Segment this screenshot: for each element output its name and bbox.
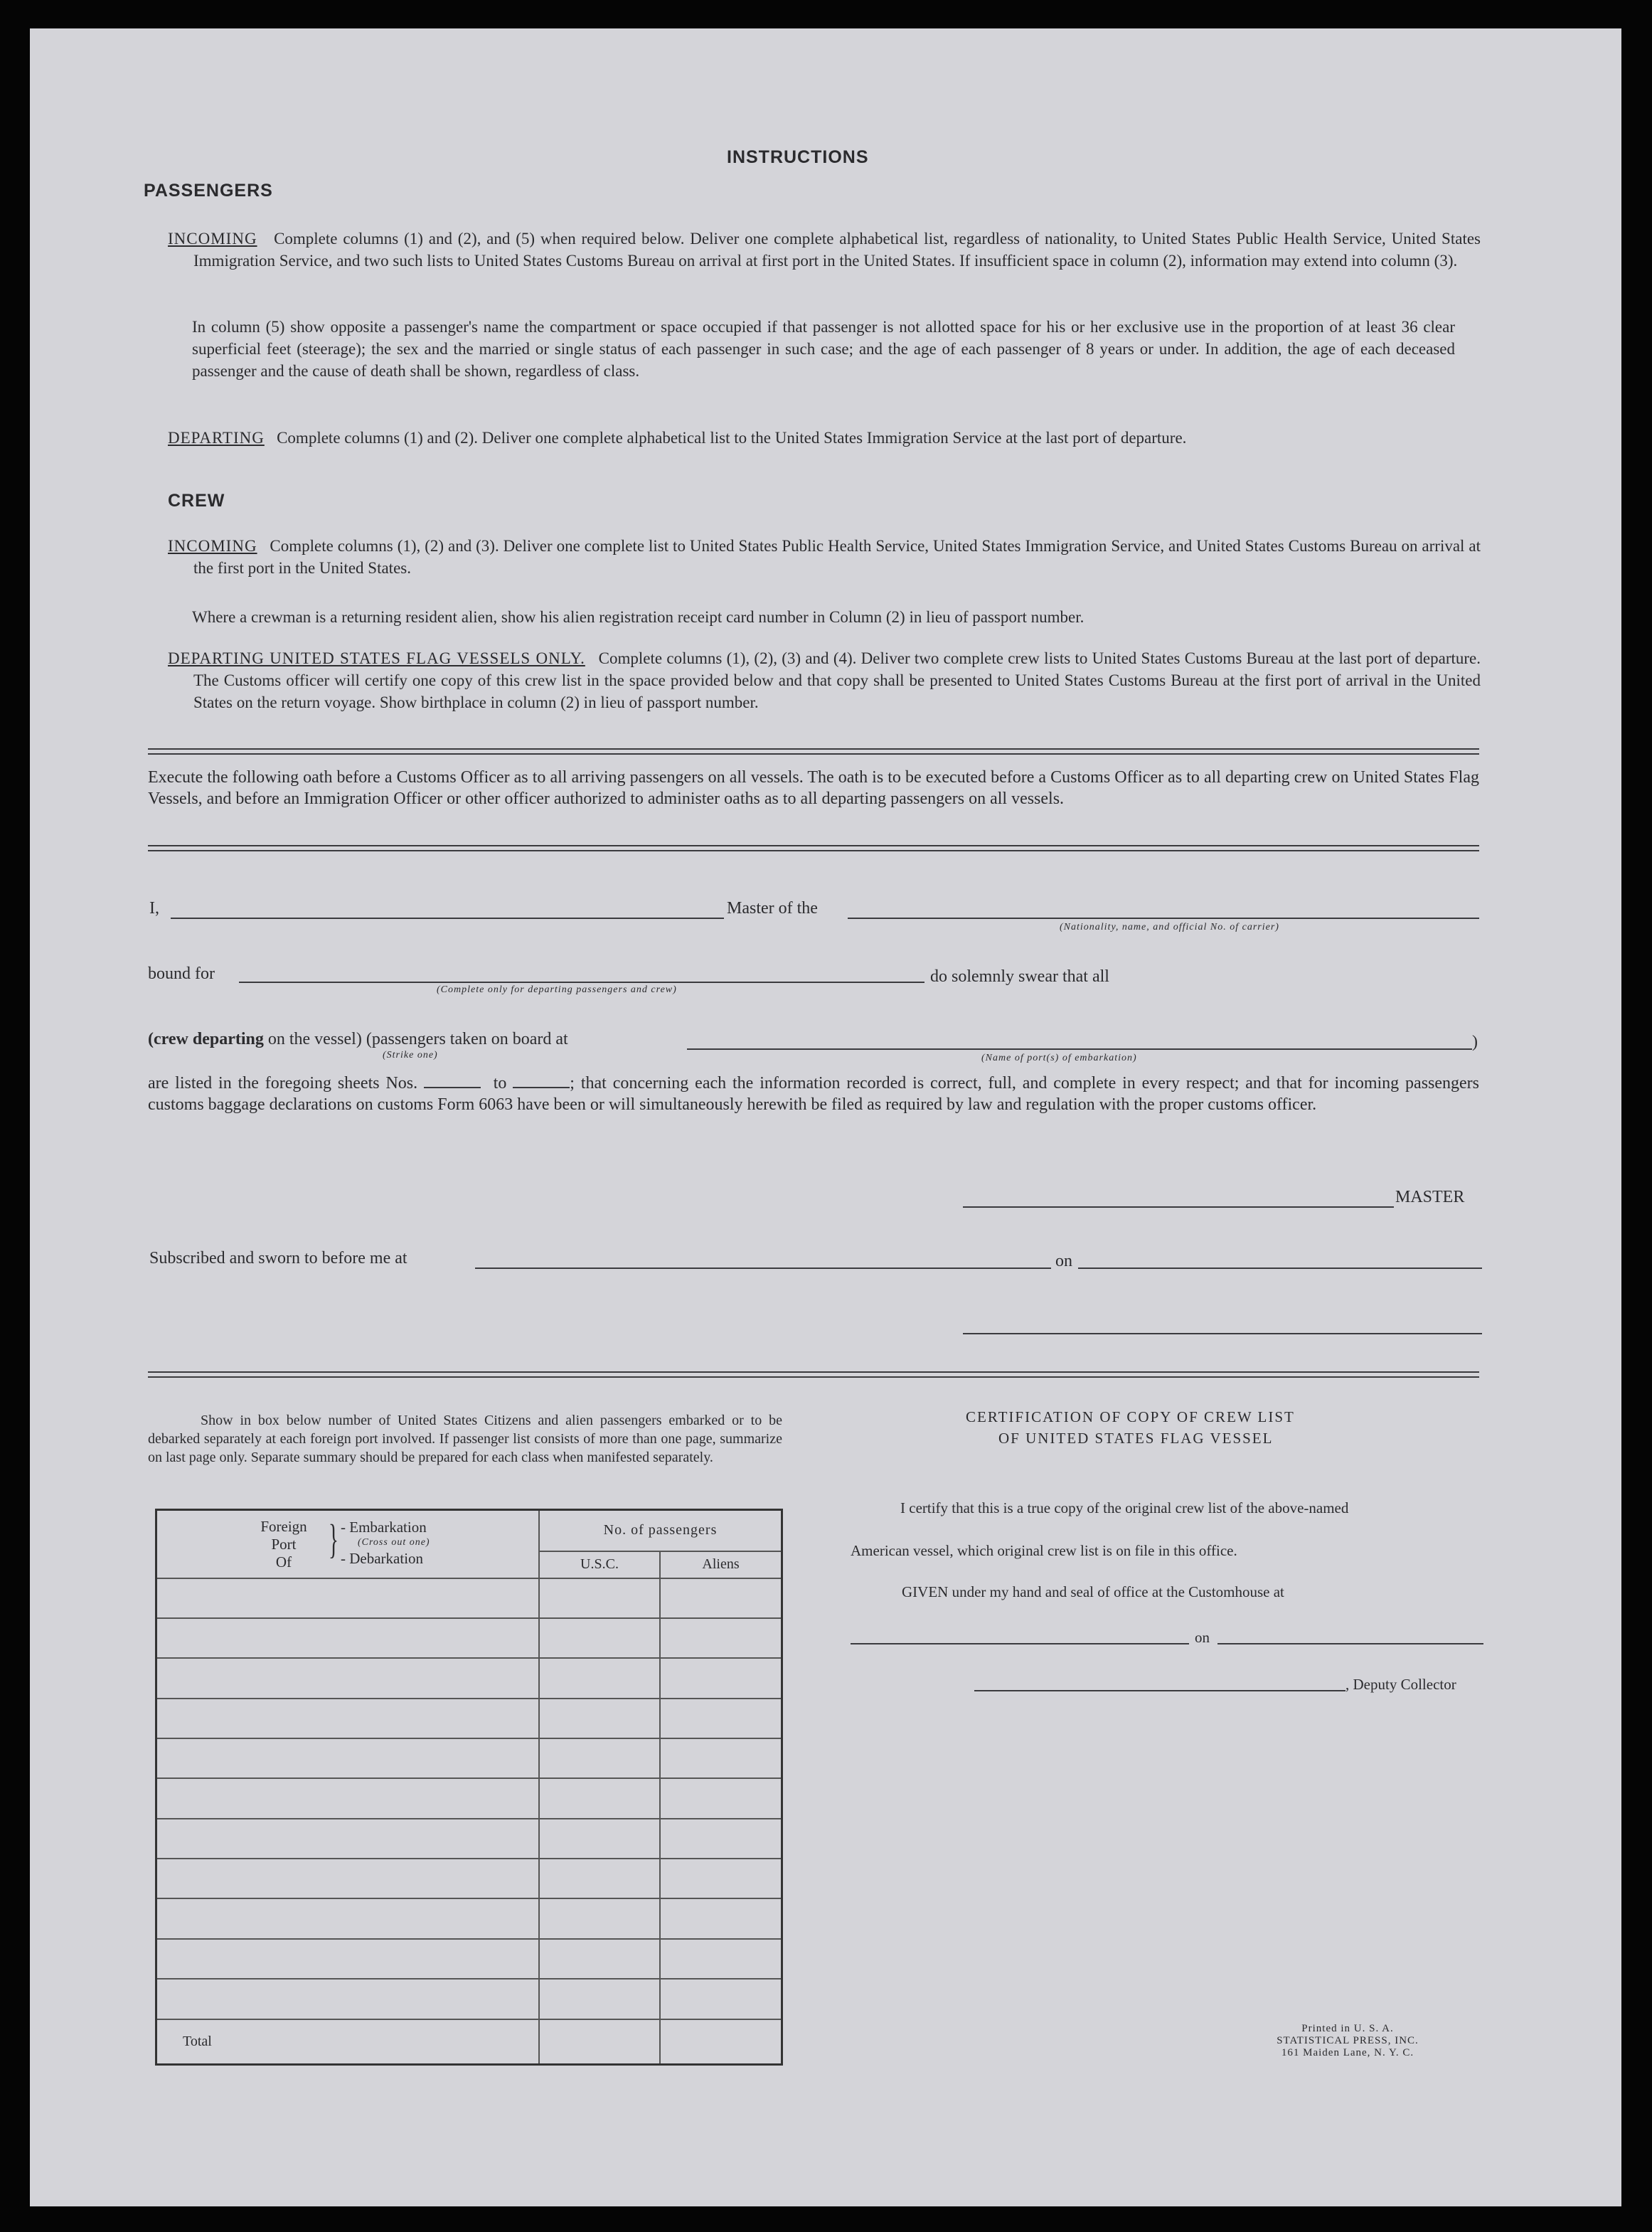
cross-out-caption: (Cross out one) [358, 1537, 430, 1548]
debarkation-option[interactable]: - Debarkation [341, 1550, 424, 1567]
close-paren: ) [1472, 1033, 1478, 1051]
divider-1 [148, 748, 1479, 755]
port-caption: (Name of port(s) of embarkation) [981, 1053, 1137, 1063]
passengers-incoming-label: INCOMING [168, 230, 257, 248]
table-row[interactable] [156, 1738, 782, 1778]
deputy-collector-signature-field[interactable] [974, 1690, 1345, 1691]
printer-imprint [1245, 2023, 1451, 2059]
table-row[interactable] [156, 1939, 782, 1979]
imprint-line-3: 161 Maiden Lane, N. Y. C. [1281, 2047, 1414, 2058]
port-header-foreign: Foreign [260, 1518, 307, 1535]
table-row[interactable] [156, 1778, 782, 1818]
carrier-caption: (Nationality, name, and official No. of carrier) [1060, 922, 1279, 932]
crew-heading: CREW [168, 491, 225, 511]
imprint-line-1: Printed in U. S. A. [1301, 2023, 1394, 2034]
master-name-field[interactable] [171, 918, 724, 919]
bracket-icon: } [328, 1516, 339, 1562]
passengers-column5-paragraph: In column (5) show opposite a passenger's name the compartment or space occupied if that passenger is not allotted space for his or her exclusive use in the proportion of at least 36 clear superficial feet (steerage); the sex and the married or single status of each passenger in such case; and the age of each passenger of 8 years or under. In addition, the age of each deceased passenger and the cause of death shall be shown, regardless of class. [192, 318, 1455, 380]
passengers-departing-text: Complete columns (1) and (2). Deliver one complete alphabetical list to the United States Immigration Service at the last port of departure. [277, 429, 1187, 447]
master-label: MASTER [1395, 1188, 1465, 1206]
listed-text-b: ; that concerning each the information recorded is correct, full, and complete in every respect; and that for incoming passengers customs baggage declarations on customs Form 6063 have been or will simultaneously herewith be filed as required by law and regulation with the proper customs officer. [148, 1074, 1480, 1114]
crew-departing-option[interactable]: (crew departing [148, 1030, 264, 1048]
table-row[interactable] [156, 1578, 782, 1618]
sworn-place-field[interactable] [475, 1268, 1051, 1269]
bound-for-field[interactable] [239, 982, 924, 983]
oath-body [148, 1073, 1479, 1115]
total-row[interactable] [156, 2019, 782, 2065]
crew-resident-paragraph: Where a crewman is a returning resident alien, show his alien registration receipt card number in Column (2) in lieu of passport number. [192, 608, 1085, 626]
listed-text-a: are listed in the foregoing sheets Nos. [148, 1074, 418, 1093]
passenger-summary-table [155, 1509, 783, 2066]
table-row[interactable] [156, 1859, 782, 1898]
instructions-title: INSTRUCTIONS [727, 147, 869, 167]
imprint-line-2: STATISTICAL PRESS, INC. [1277, 2035, 1419, 2046]
passengers-incoming-paragraph [168, 228, 1481, 272]
table-row[interactable] [156, 1699, 782, 1738]
passengers-departing-paragraph [168, 427, 1481, 449]
oath-i-label: I, [149, 899, 159, 918]
master-of-the-label: Master of the [727, 899, 818, 918]
passengers-incoming-text: Complete columns (1) and (2), and (5) when required below. Deliver one complete alphabetical list, regardless of nationality, to United States Public Health Service, United States Immigration Service, and two such lists to United States Customs Bureau on arrival at first port in the United States. If insufficient space in column (2), information may extend into column (3). [193, 230, 1481, 270]
divider-2 [148, 845, 1479, 851]
crew-departing-paragraph [168, 647, 1481, 713]
usc-header: U.S.C. [539, 1551, 660, 1578]
bound-for-label: bound for [148, 964, 215, 983]
crew-passengers-line [148, 1030, 568, 1049]
crew-departing-text: Complete columns (1), (2), (3) and (4). Deliver two complete crew lists to United States Customs Bureau at the last port of departure. The Customs officer will certify one copy of this crew list in the space provided below and that copy shall be presented to United States Customs Bureau at the first port of arrival in the United States on the return voyage. Show birthplace in column (2) in lieu of passport number. [193, 649, 1481, 711]
certification-title-2: OF UNITED STATES FLAG VESSEL [998, 1430, 1274, 1447]
carrier-field[interactable] [848, 918, 1479, 919]
embarkation-port-field[interactable] [687, 1048, 1472, 1050]
officer-signature-field[interactable] [963, 1333, 1482, 1334]
certify-line-1: I certify that this is a true copy of the original crew list of the above-named [900, 1499, 1349, 1516]
table-row[interactable] [156, 1618, 782, 1658]
swear-label: do solemnly swear that all [930, 967, 1109, 986]
oath-instruction: Execute the following oath before a Customs Officer as to all arriving passengers on all vessels. The oath is to be executed before a Customs Officer as to all departing crew on United States Flag Vessels, and before an Immigration Officer or other officer authorized to administer oaths as to all departing passengers on all vessels. [148, 768, 1479, 808]
crew-departing-label: DEPARTING UNITED STATES FLAG VESSELS ONLY. [168, 649, 585, 667]
deputy-collector-label: , Deputy Collector [1345, 1676, 1456, 1693]
table-row[interactable] [156, 1898, 782, 1938]
aliens-header: Aliens [660, 1551, 782, 1578]
sheet-from-field[interactable] [424, 1087, 481, 1088]
passengers-heading: PASSENGERS [144, 181, 273, 201]
certification-title-1: CERTIFICATION OF COPY OF CREW LIST [966, 1408, 1295, 1425]
given-line: GIVEN under my hand and seal of office at the Customhouse at [902, 1583, 1284, 1600]
crew-incoming-label: INCOMING [168, 537, 257, 555]
total-label: Total [156, 2019, 540, 2065]
crew-incoming-paragraph [168, 535, 1481, 579]
passengers-header: No. of passengers [539, 1510, 782, 1551]
table-row[interactable] [156, 1819, 782, 1859]
on-vessel-label: on the vessel) [267, 1030, 362, 1048]
table-row[interactable] [156, 1979, 782, 2019]
passengers-departing-label: DEPARTING [168, 429, 265, 447]
certification-on-label: on [1195, 1629, 1210, 1646]
sheet-to-field[interactable] [513, 1087, 570, 1088]
embarkation-option[interactable]: - Embarkation [341, 1519, 427, 1536]
bound-for-caption: (Complete only for departing passengers and crew) [437, 984, 677, 995]
certification-date-field[interactable] [1217, 1643, 1483, 1644]
certify-line-2: American vessel, which original crew list is on file in this office. [851, 1542, 1237, 1559]
sworn-date-field[interactable] [1078, 1268, 1482, 1269]
divider-3 [148, 1371, 1479, 1378]
strike-caption: (Strike one) [383, 1050, 438, 1061]
port-header-of: Of [275, 1553, 292, 1571]
summary-note: Show in box below number of United States Citizens and alien passengers embarked or to be debarked separately at each foreign port involved. If passenger list consists of more than one page, summarize on last page only. Separate summary should be prepared for each class when manifested separately. [148, 1413, 782, 1465]
port-header-port: Port [271, 1536, 297, 1553]
passengers-taken-option[interactable]: (passengers taken on board at [366, 1030, 568, 1048]
customhouse-field[interactable] [851, 1643, 1189, 1644]
port-header-cell [156, 1510, 540, 1578]
table-row[interactable] [156, 1658, 782, 1698]
sworn-on-label: on [1055, 1252, 1072, 1270]
master-signature-field[interactable] [963, 1206, 1394, 1208]
crew-incoming-text: Complete columns (1), (2) and (3). Deliver one complete list to United States Public Health Service, United States Immigration Service, and United States Customs Bureau on arrival at the first port in the United States. [193, 537, 1481, 577]
listed-to: to [493, 1074, 507, 1093]
subscribed-label: Subscribed and sworn to before me at [149, 1249, 407, 1268]
